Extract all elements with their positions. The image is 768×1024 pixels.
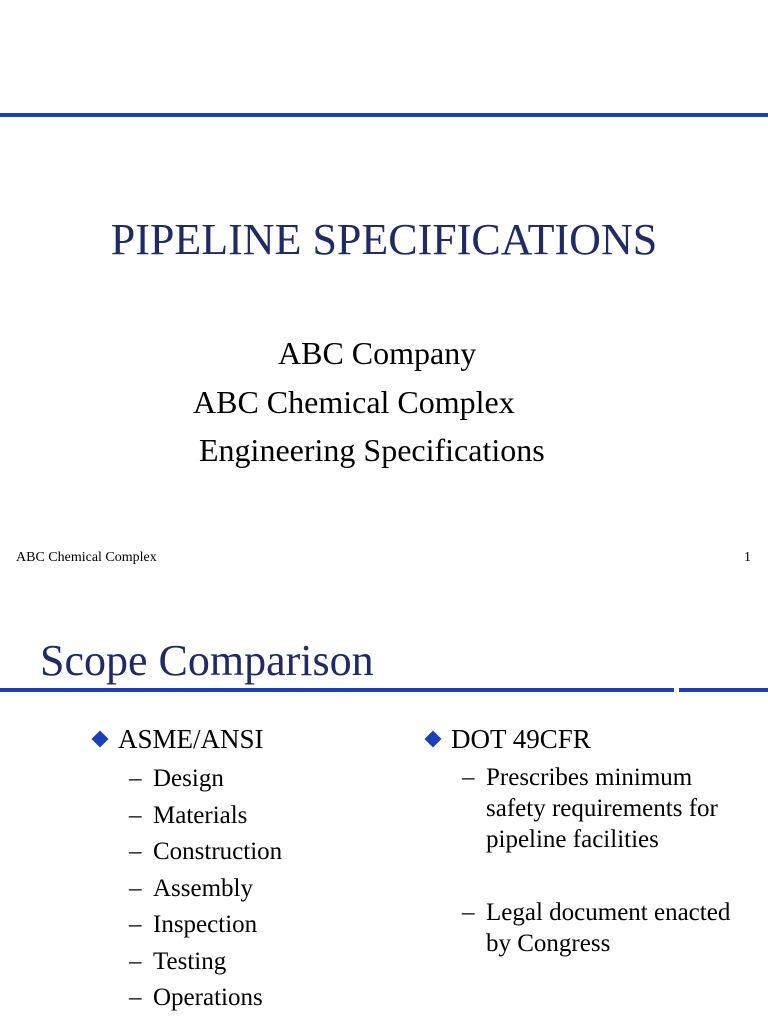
top-divider-rule [0, 113, 768, 117]
dash-marker: – [129, 765, 142, 792]
diamond-bullet-icon [92, 731, 109, 748]
list-item-text: Testing [153, 947, 227, 975]
bullet-dot-49cfr [427, 723, 591, 755]
list-item [129, 907, 282, 944]
dash-marker: – [129, 801, 142, 829]
dot-paragraph-legal-document [462, 897, 756, 959]
list-item-text: Assembly [153, 874, 253, 902]
bullet-asme-ansi [94, 723, 264, 755]
list-item [129, 834, 282, 871]
list-item-text: Inspection [153, 911, 258, 938]
dash-marker: – [462, 764, 475, 791]
list-item [129, 871, 282, 908]
dash-marker: – [129, 947, 142, 975]
subtitle-company: ABC Company [278, 335, 477, 371]
page-number: 1 [744, 550, 751, 565]
dash-marker: – [129, 874, 142, 902]
heading-rule-left [0, 688, 674, 692]
dot-paragraph-minimum-requirements [462, 762, 756, 855]
dash-marker: – [129, 838, 142, 865]
list-item [129, 798, 282, 835]
bullet-label: DOT 49CFR [451, 724, 591, 754]
section-heading: Scope Comparison [40, 636, 374, 685]
dash-marker: – [129, 984, 142, 1011]
list-item-text: Operations [153, 984, 263, 1011]
asme-scope-list [129, 761, 282, 1017]
dash-marker: – [462, 899, 475, 926]
bullet-label: ASME/ANSI [118, 724, 264, 754]
subtitle-department: Engineering Specifications [199, 432, 545, 468]
paragraph-text: Prescribes minimum safety requirements for pipeline facilities [486, 764, 718, 853]
dash-marker: – [129, 911, 142, 938]
list-item [129, 761, 282, 798]
footer-label: ABC Chemical Complex [16, 550, 157, 565]
paragraph-text: Legal document enacted by Congress [486, 899, 731, 957]
list-item [129, 944, 282, 981]
heading-rule-right [679, 688, 768, 692]
slide-title: PIPELINE SPECIFICATIONS [110, 215, 658, 264]
list-item [129, 980, 282, 1017]
diamond-bullet-icon [425, 731, 442, 748]
list-item-text: Design [153, 765, 224, 792]
list-item-text: Construction [153, 838, 283, 865]
subtitle-complex: ABC Chemical Complex [193, 384, 515, 420]
list-item-text: Materials [153, 801, 248, 829]
